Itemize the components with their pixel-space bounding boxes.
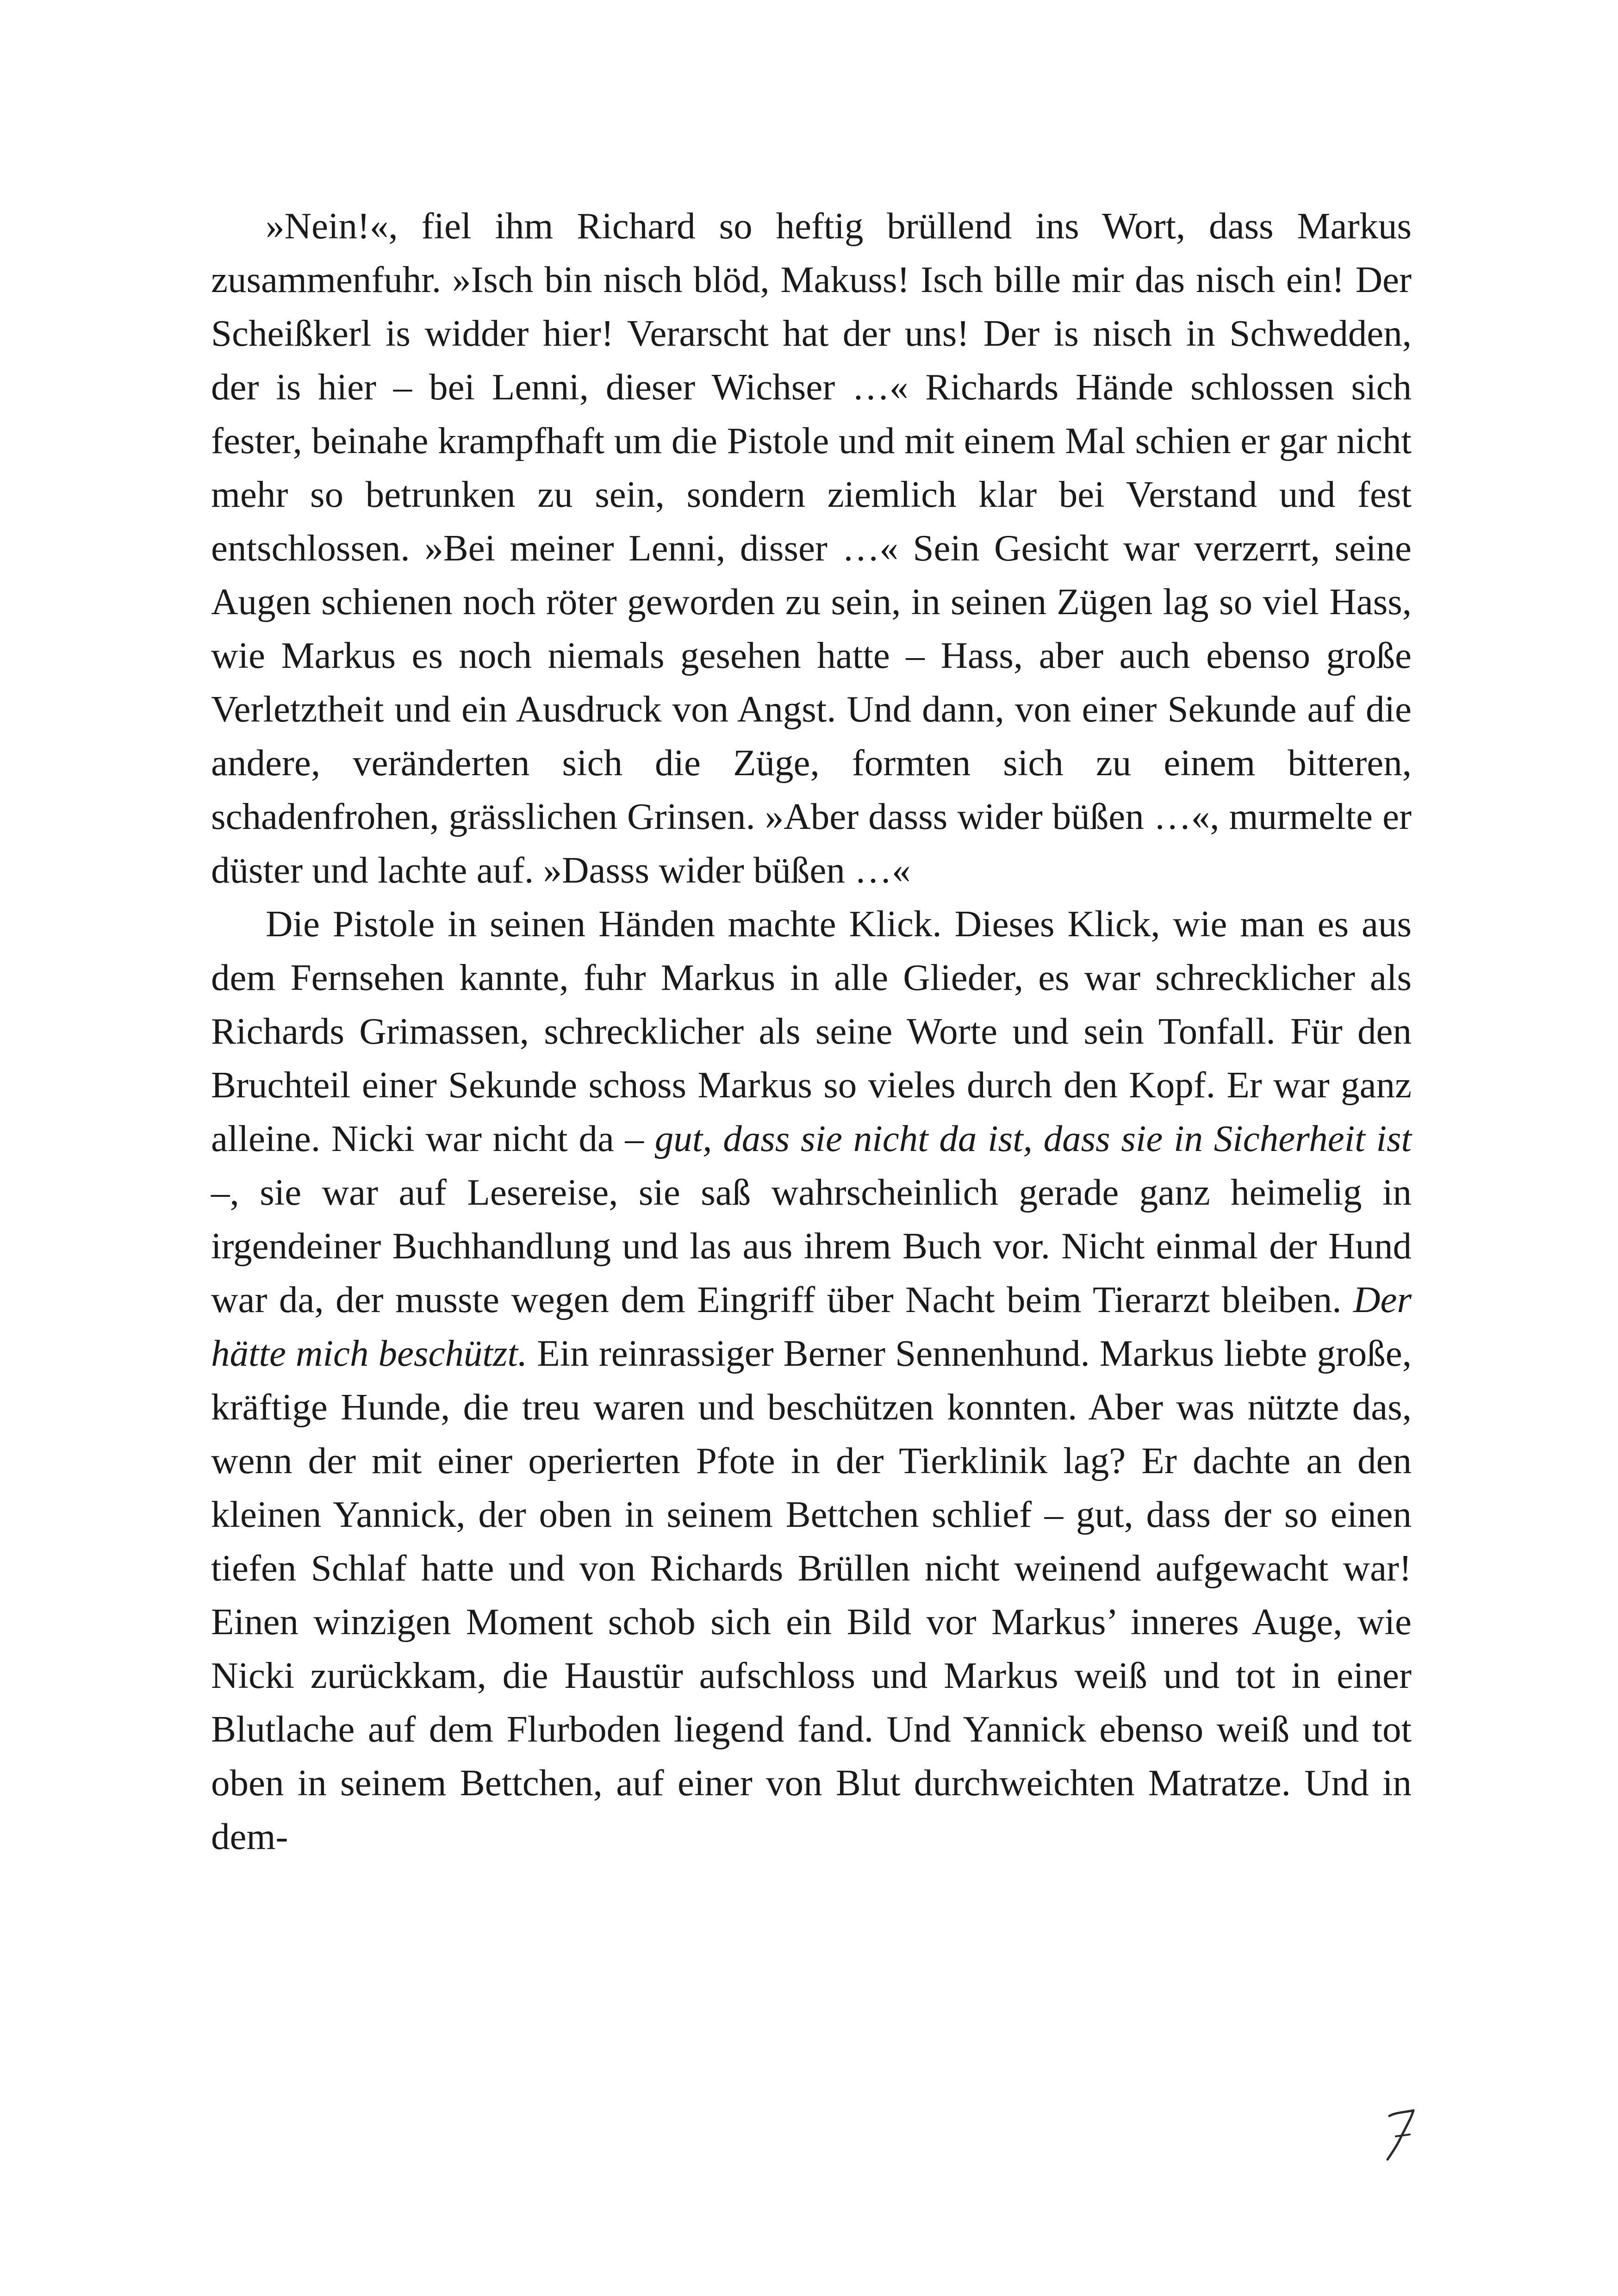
- paragraph-2: [211, 897, 1412, 1863]
- paragraph-1-text: »Nein!«, fiel ihm Richard so heftig brüllend ins Wort, dass Markus zusammenfuhr. »Isch bin nisch blöd, Makuss! Isch bille mir das nisch ein! Der Scheißkerl is widder hier! Verarscht hat der uns! Der is nisch in Schwedden, der is hier – bei Lenni, dieser Wichser …« Richards Hände schlossen sich fester, beinahe krampfhaft um die Pistole und mit einem Mal schien er gar nicht mehr so betrunken zu sein, sondern ziemlich klar bei Verstand und fest entschlossen. »Bei meiner Lenni, disser …« Sein Gesicht war verzerrt, seine Augen schienen noch röter geworden zu sein, in seinen Zügen lag so viel Hass, wie Markus es noch niemals gesehen hatte – Hass, aber auch ebenso große Verletztheit und ein Ausdruck von Angst. Und dann, von einer Sekunde auf die andere, veränderten sich die Züge, formten sich zu einem bitteren, schadenfrohen, grässlichen Grinsen. »Aber dasss wider büßen …«, murmelte er düster und lachte auf. »Dasss wider büßen …«: [211, 205, 1412, 891]
- paragraph-2-italic-remark: Der hätte mich beschützt.: [211, 1279, 1412, 1374]
- paragraph-2-segment-3: , sie war auf Lesereise, sie saß wahrscheinlich gerade ganz heimelig in irgendeiner Buchhandlung und las aus ihrem Buch vor. Nicht einmal der Hund war da, der musste wegen dem Eingriff über Nacht beim Tierarzt bleiben.: [211, 1171, 1412, 1320]
- paragraph-1: [211, 199, 1412, 897]
- paragraph-2-italic-thought: gut, dass sie nicht da ist, dass sie in Sicherheit ist –: [211, 1118, 1412, 1213]
- paragraph-2-segment-5: Ein reinrassiger Berner Sennenhund. Markus liebte große, kräftige Hunde, die treu waren und beschützen konnten. Aber was nützte das, wenn der mit einer operierten Pfote in der Tierklinik lag? Er dachte an den kleinen Yannick, der oben in seinem Bettchen schlief – gut, dass der so einen tiefen Schlaf hatte und von Richards Brüllen nicht weinend aufgewacht war! Einen winzigen Moment schob sich ein Bild vor Markus’ inneres Auge, wie Nicki zurückkam, die Haustür aufschloss und Markus weiß und tot in einer Blutlache auf dem Flurboden liegend fand. Und Yannick ebenso weiß und tot oben in seinem Bettchen, auf einer von Blut durchweichten Matratze. Und in dem-: [211, 1332, 1412, 1857]
- body-text: [211, 199, 1412, 1863]
- page-number: [1379, 2101, 1421, 2166]
- paragraph-2-segment-1: Die Pistole in seinen Händen machte Klick. Dieses Klick, wie man es aus dem Fernsehen kannte, fuhr Markus in alle Glieder, es war schrecklicher als Richards Grimassen, schrecklicher als seine Worte und sein Tonfall. Für den Bruchteil einer Sekunde schoss Markus so vieles durch den Kopf. Er war ganz alleine. Nicki war nicht da –: [211, 903, 1412, 1159]
